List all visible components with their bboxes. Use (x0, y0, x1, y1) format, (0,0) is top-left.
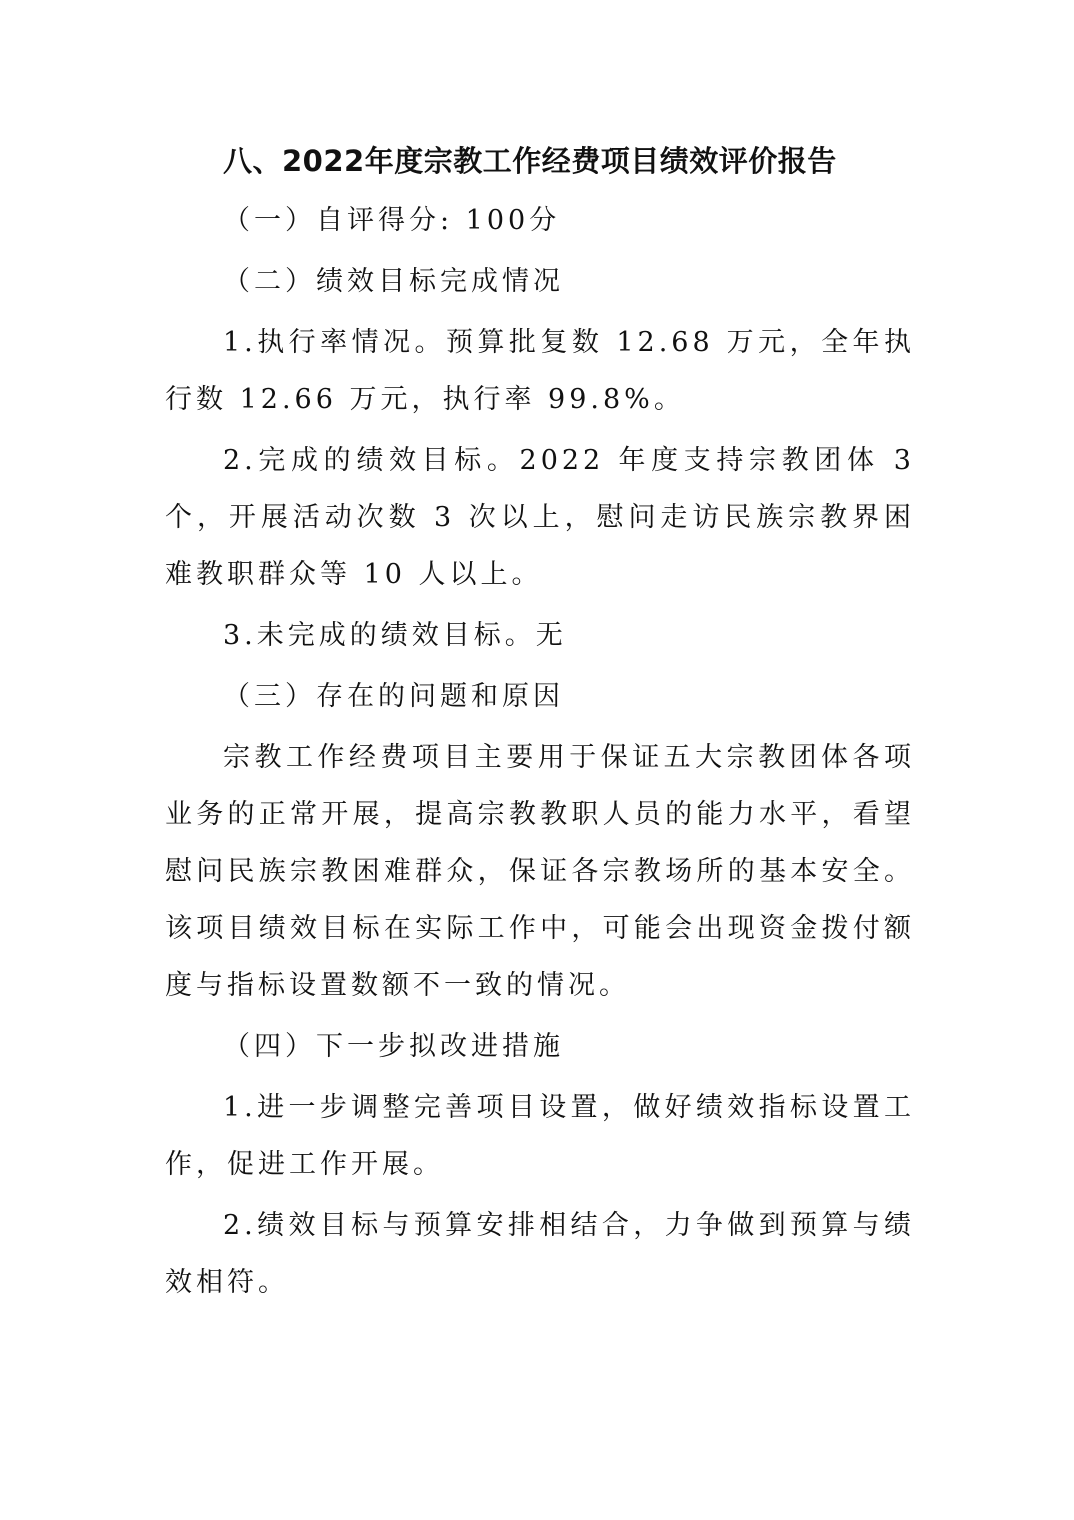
section-1-heading: （一）自评得分: 100分 (223, 205, 561, 236)
report-title: 八、2022年度宗教工作经费项目绩效评价报告 (223, 144, 837, 178)
section-3-body: 宗教工作经费项目主要用于保证五大宗教团体各项业务的正常开展，提高宗教教职人员的能力水平，看望慰问民族宗教困难群众，保证各宗教场所的基本安全。该项目绩效目标在实际工作中，可能会出现资金拨付额度与指标设置数额不一致的情况。 (165, 742, 915, 1001)
section-2-item-3: 3.未完成的绩效目标。无 (223, 620, 567, 651)
section-2-heading: （二）绩效目标完成情况 (223, 266, 564, 297)
section-3-heading: （三）存在的问题和原因 (223, 681, 564, 712)
section-4-heading: （四）下一步拟改进措施 (223, 1031, 564, 1062)
document-body (165, 134, 915, 1311)
section-2-item-1: 1.执行率情况。预算批复数 12.68 万元，全年执行数 12.66 万元，执行率 99.8%。 (165, 327, 915, 415)
section-2-item-2: 2.完成的绩效目标。2022 年度支持宗教团体 3 个，开展活动次数 3 次以上，慰问走访民族宗教界困难教职群众等 10 人以上。 (165, 445, 915, 590)
section-4-item-2: 2.绩效目标与预算安排相结合，力争做到预算与绩效相符。 (165, 1210, 915, 1298)
section-4-item-1: 1.进一步调整完善项目设置，做好绩效指标设置工作，促进工作开展。 (165, 1092, 915, 1180)
